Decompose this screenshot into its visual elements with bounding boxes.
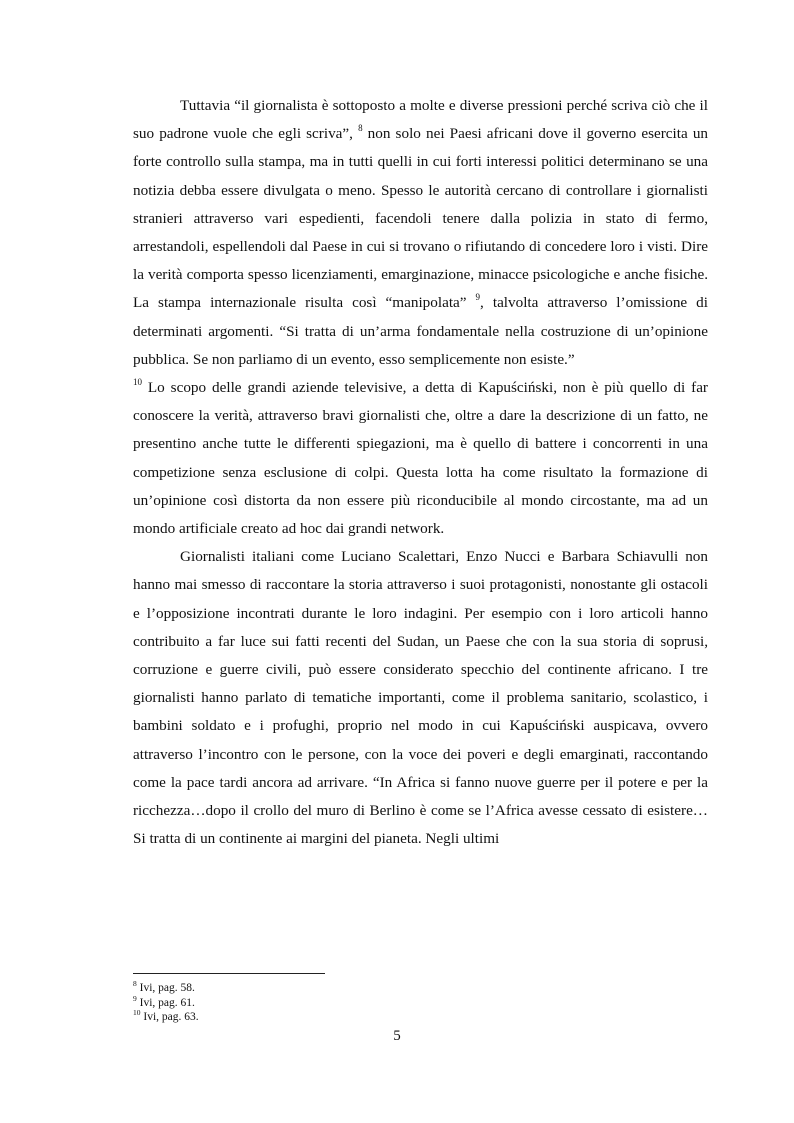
footnote-ref-10[interactable]: 10 <box>133 376 142 387</box>
footnote-text: Ivi, pag. 58. <box>136 982 195 994</box>
footnote-number: 9 <box>133 993 137 1003</box>
paragraph-2: Giornalisti italiani come Luciano Scalettari, Enzo Nucci e Barbara Schiavulli non hanno mai smesso di raccontare la storia attraverso i suoi protagonisti, nonostante gli ostacoli e l’opposizione incontrati durante le loro indagini. Per esempio con i loro articoli hanno contribuito a far luce sui fatti recenti del Sudan, un Paese che con la sua storia di soprusi, corruzione e guerre civili, può essere considerato specchio del continente africano. I tre giornalisti hanno parlato di tematiche importanti, come il problema sanitario, scolastico, i bambini soldato e i profughi, proprio nel modo in cui Kapuściński auspicava, ovvero attraverso l’incontro con le persone, con la voce dei poveri e degli emarginati, raccontando come la pace tardi ancora ad arrivare. “In Africa si fanno nuove guerre per il potere e per la ricchezza…dopo il crollo del muro di Berlino è come se l’Africa avesse cessato di esistere…Si tratta di un continente ai margini del pianeta. Negli ultimi <box>133 548 708 848</box>
paragraph-1 <box>133 92 708 543</box>
footnotes <box>133 981 708 1025</box>
page-number: 5 <box>393 1028 401 1044</box>
footnote-number: 10 <box>133 1008 141 1018</box>
paragraph-1-part-3: , talvolta attraverso l’omissione di determinati argomenti. “Si tratta di un’arma fondamentale nella costruzione di un’opinione pubblica. Se non parliamo di un evento, esso semplicemente non esiste.” <box>133 294 708 368</box>
footnote-text: Ivi, pag. 61. <box>136 996 195 1009</box>
footnote-8 <box>133 981 708 996</box>
footnote-text: Ivi, pag. 63. <box>140 1011 199 1023</box>
paragraph-1-part-4: Lo scopo delle grandi aziende televisive, a detta di Kapuściński, non è più quello di far conoscere la verità, attraverso bravi giornalisti che, oltre a dare la descrizione di un fatto, ne presentino anche tutte le differenti spiegazioni, ma è quello di battere i concorrenti in una competizione senza esclusione di colpi. Questa lotta ha come risultato la formazione di un’opinione così distorta da non essere più riconducibile al mondo circostante, ma ad un mondo artificiale creato ad hoc dai grandi network. <box>133 379 708 538</box>
footnote-9 <box>133 993 708 1011</box>
footnote-separator <box>133 973 325 974</box>
footnote-number: 8 <box>133 979 137 989</box>
paragraph-1-part-2: non solo nei Paesi africani dove il governo esercita un forte controllo sulla stampa, ma in tutti quelli in cui forti interessi politici determinano se una notizia debba essere divulgata o meno. Spesso le autorità cercano di controllare i giornalisti stranieri attraverso vari espedienti, facendoli tenere dalla polizia in stato di fermo, arrestandoli, espellendoli dal Paese in cui si trovano o rifiutando di concedere loro i visti. Dire la verità comporta spesso licenziamenti, emarginazione, minacce psicologiche e anche fisiche. La stampa internazionale risulta così “manipolata” <box>133 125 709 312</box>
main-text <box>133 92 708 853</box>
paragraph-1-part-1: Tuttavia “il giornalista è sottoposto a molte e diverse pressioni perché scriva ciò che il suo padrone vuole che egli scriva”, <box>133 97 708 143</box>
footnote-10 <box>133 1010 708 1025</box>
footnote-ref-8[interactable]: 8 <box>358 123 363 134</box>
footnote-ref-9[interactable]: 9 <box>475 292 481 303</box>
